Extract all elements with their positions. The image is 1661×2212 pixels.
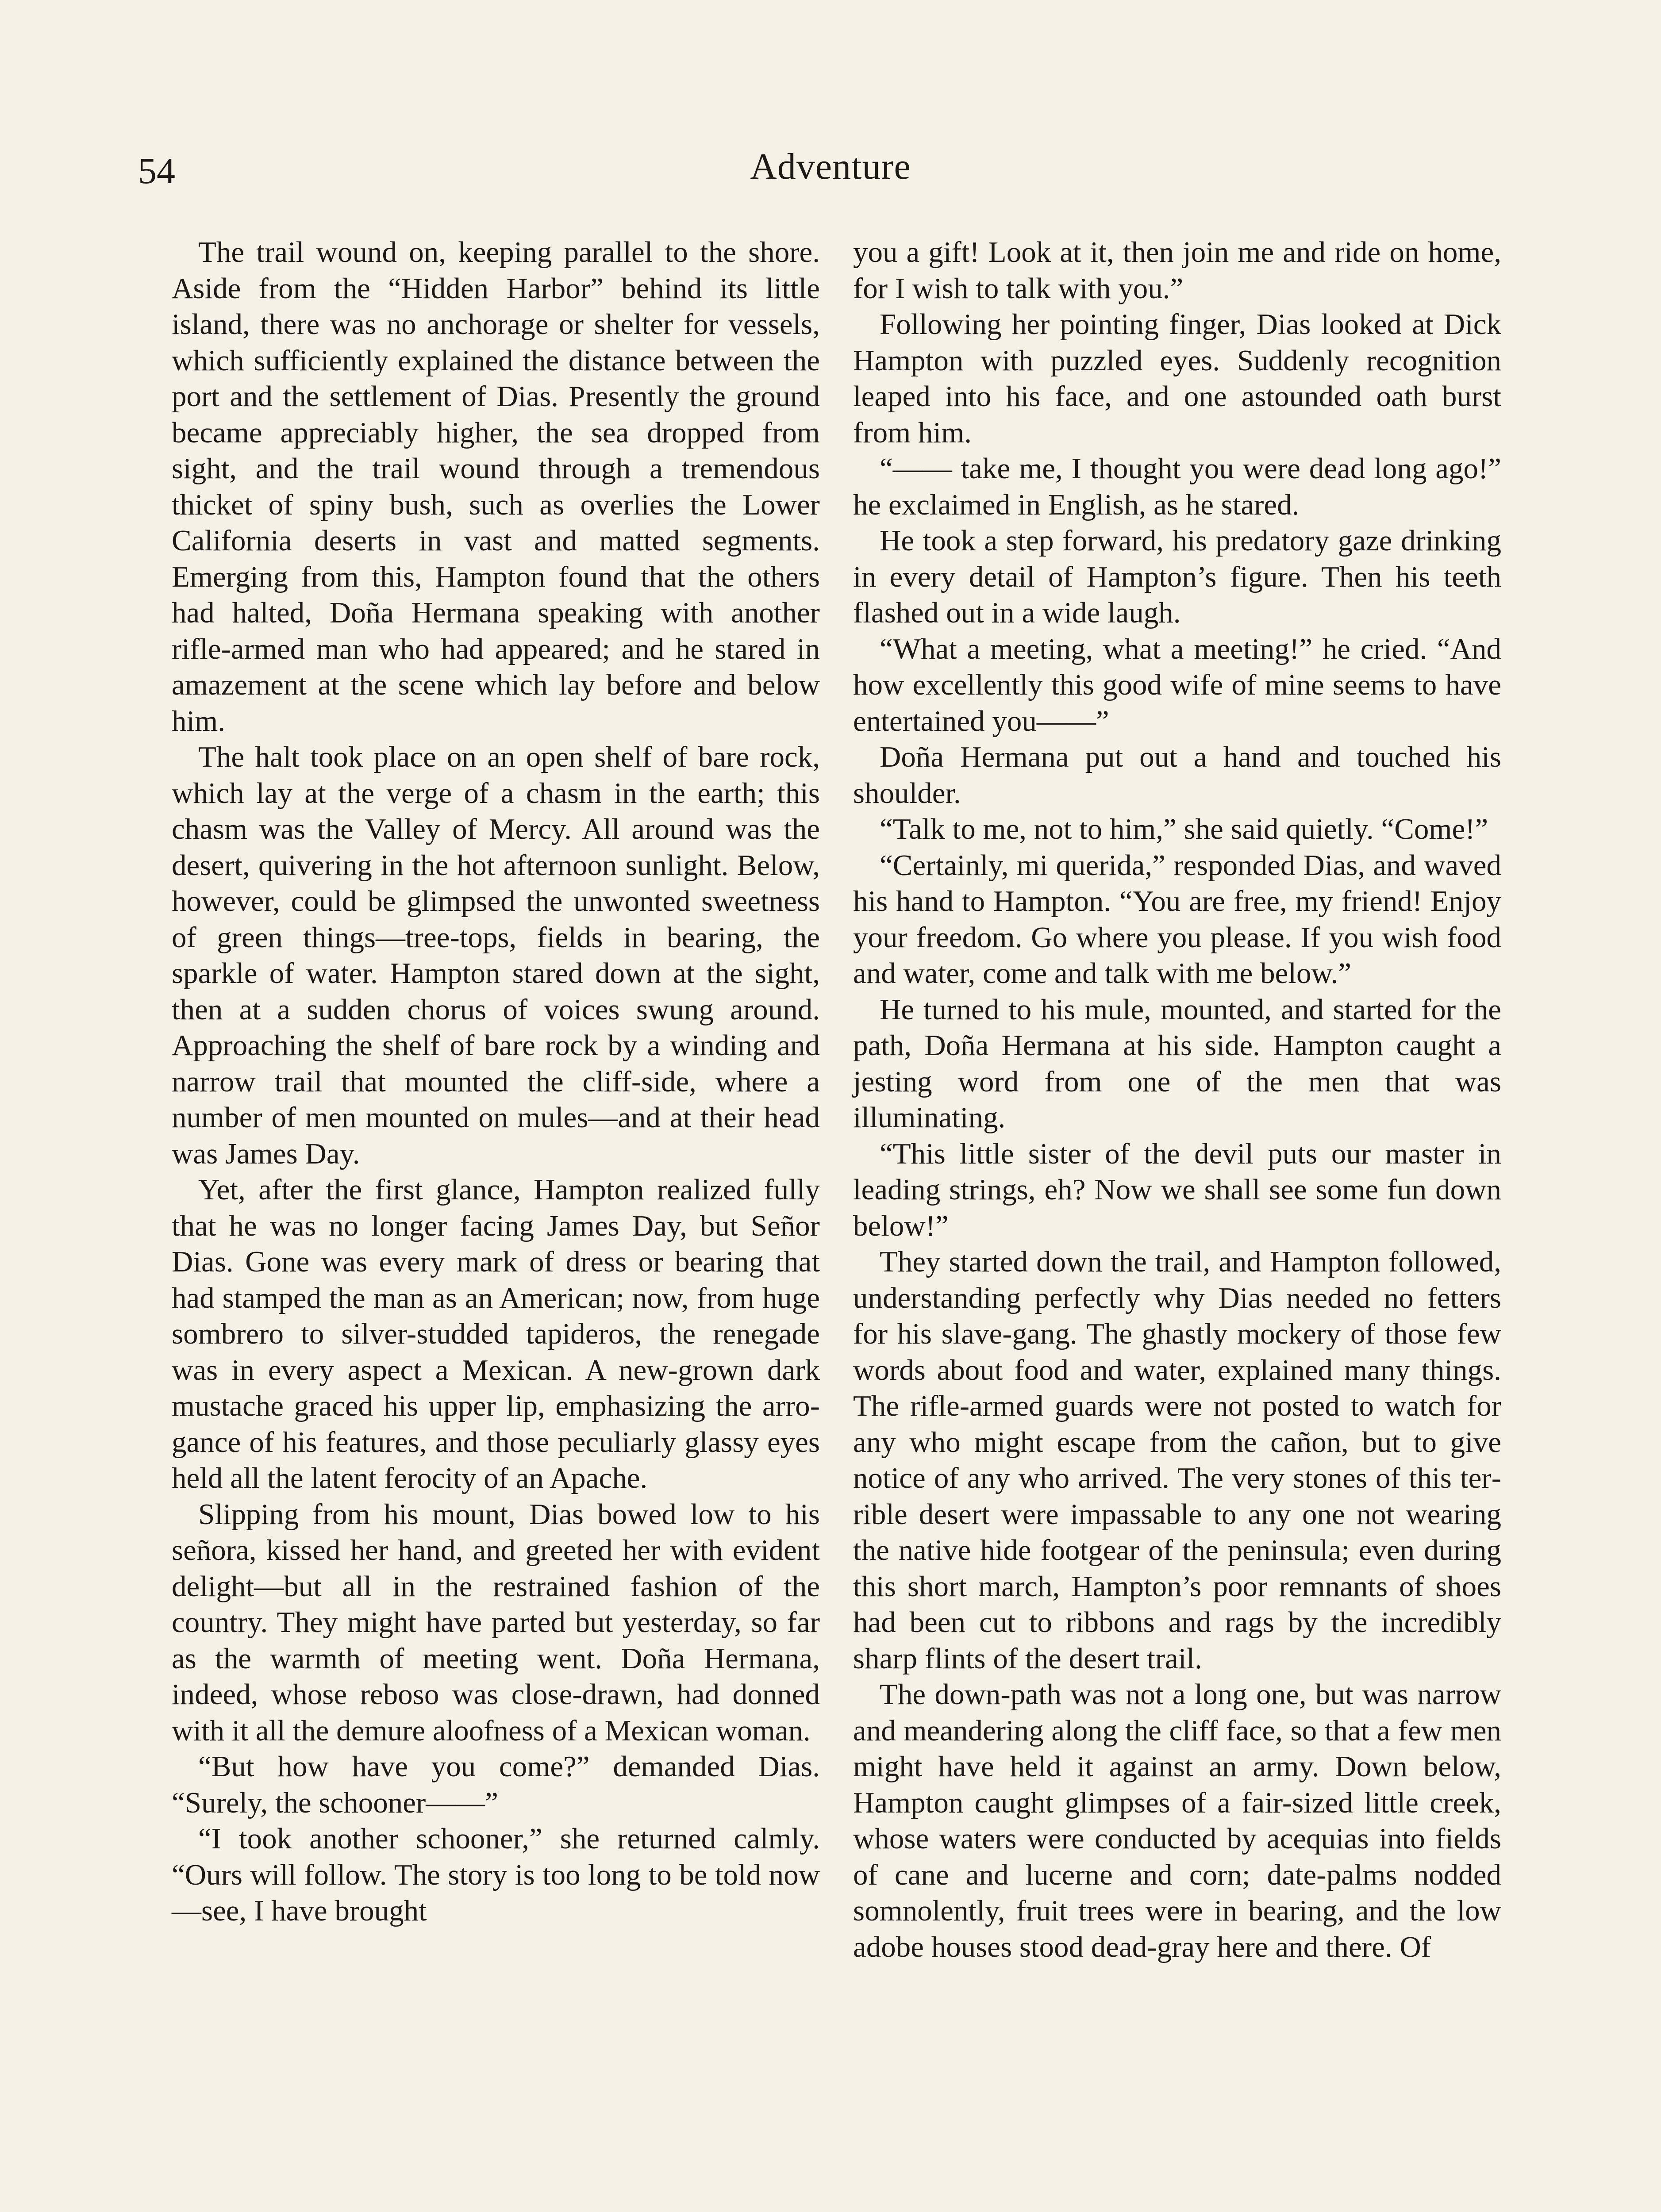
paragraph: “This little sister of the devil puts our master in leading strings, eh? Now we shall see some fun down below!” — [853, 1137, 1501, 1242]
paragraph: Doña Hermana put out a hand and touched his shoulder. — [853, 741, 1501, 810]
paragraph: The halt took place on an open shelf of bare rock, which lay at the verge of a chasm in the earth; this chasm was the Valley of Mercy. All around was the desert, quivering in the hot afternoon sunlight. Below, however, could be glimpsed the unwonted sweetness of green things—tree-tops, fields in bearing, the sparkle of water. Hampton stared down at the sight, then at a sudden chorus of voices swung around. Approaching the shelf of bare rock by a winding and narrow trail that mounted the cliff-side, where a number of men mounted on mules—and at their head was James Day. — [172, 741, 820, 1170]
paragraph: “I took another schooner,” she returned calmly. “Ours will follow. The story is too long to be told now—see, I have brought — [172, 1822, 820, 1927]
paragraph: “—— take me, I thought you were dead long ago!” he exclaimed in English, as he stared. — [853, 452, 1501, 521]
page-number: 54 — [138, 150, 175, 192]
paragraph: The trail wound on, keeping parallel to the shore. Aside from the “Hidden Harbor” behind its little island, there was no anchorage or shelter for vessels, which sufficiently explained the distance between the port and the settlement of Dias. Presently the ground became appreciably higher, the sea dropped from sight, and the trail wound through a tremendous thicket of spiny bush, such as overlies the Lower California deserts in vast and matted segments. Emerging from this, Hampton found that the others had halted, Doña Hermana speaking with another rifle-armed man who had appeared; and he stared in amazement at the scene which lay before and below him. — [172, 236, 820, 737]
paragraph: “But how have you come?” demanded Dias. “Surely, the schooner——” — [172, 1750, 820, 1819]
paragraph: Yet, after the first glance, Hampton realized fully that he was no longer facing James Day, but Señor Dias. Gone was every mark of dress or bearing that had stamped the man as an American; now, from huge sombrero to silver-studded tapideros, the renegade was in every aspect a Mexican. A new-grown dark mustache graced his upper lip, emphasizing the arrogance of his features, and those peculiarly glassy eyes held all the latent ferocity of an Apache. — [172, 1173, 820, 1494]
paragraph: “What a meeting, what a meeting!” he cried. “And how excellently this good wife of mine seems to have entertained you——” — [853, 632, 1501, 737]
paragraph: The down-path was not a long one, but was narrow and meandering along the cliff face, so that a few men might have held it against an army. Down below, Hampton caught glimpses of a fair-sized little creek, whose waters were conducted by acequias into fields of cane and lucerne and corn; date-palms nodded somnolently, fruit trees were in bearing, and the low adobe houses stood dead-gray here and there. Of — [853, 1678, 1501, 1963]
paragraph: “Talk to me, not to him,” she said quietly. “Come!” — [880, 813, 1488, 845]
paragraph: Slipping from his mount, Dias bowed low to his señora, kissed her hand, and greeted her with evident delight—but all in the restrained fashion of the country. They might have parted but yesterday, so far as the warmth of meeting went. Doña Hermana, indeed, whose reboso was close-drawn, had donned with it all the demure aloofness of a Mexican woman. — [172, 1498, 820, 1747]
paragraph: “Certainly, mi querida,” responded Dias, and waved his hand to Hampton. “You are free, my friend! Enjoy your freedom. Go where you please. If you wish food and water, come and talk with me below.” — [853, 849, 1501, 990]
right-column — [853, 234, 1501, 1965]
paragraph: They started down the trail, and Hampton followed, understanding perfectly why Dias needed no fetters for his slave-gang. The ghastly mockery of those few words about food and water, explained many things. The rifle-armed guards were not posted to watch for any who might escape from the cañon, but to give notice of any who arrived. The very stones of this terrible desert were impassable to any one not wearing the native hide footgear of the peninsula; even during this short march, Hampton’s poor remnants of shoes had been cut to ribbons and rags by the incredibly sharp flints of the desert trail. — [853, 1245, 1501, 1675]
paragraph: Following her pointing finger, Dias looked at Dick Hampton with puzzled eyes. Suddenly recognition leaped into his face, and one astounded oath burst from him. — [853, 308, 1501, 449]
paragraph: He turned to his mule, mounted, and started for the path, Doña Hermana at his side. Hampton caught a jesting word from one of the men that was illuminating. — [853, 993, 1501, 1134]
left-column — [172, 234, 820, 1929]
paragraph: He took a step forward, his predatory gaze drinking in every detail of Hampton’s figure. Then his teeth flashed out in a wide laugh. — [853, 524, 1501, 629]
running-head: Adventure — [750, 146, 911, 187]
paragraph: you a gift! Look at it, then join me and ride on home, for I wish to talk with you.” — [853, 236, 1501, 305]
